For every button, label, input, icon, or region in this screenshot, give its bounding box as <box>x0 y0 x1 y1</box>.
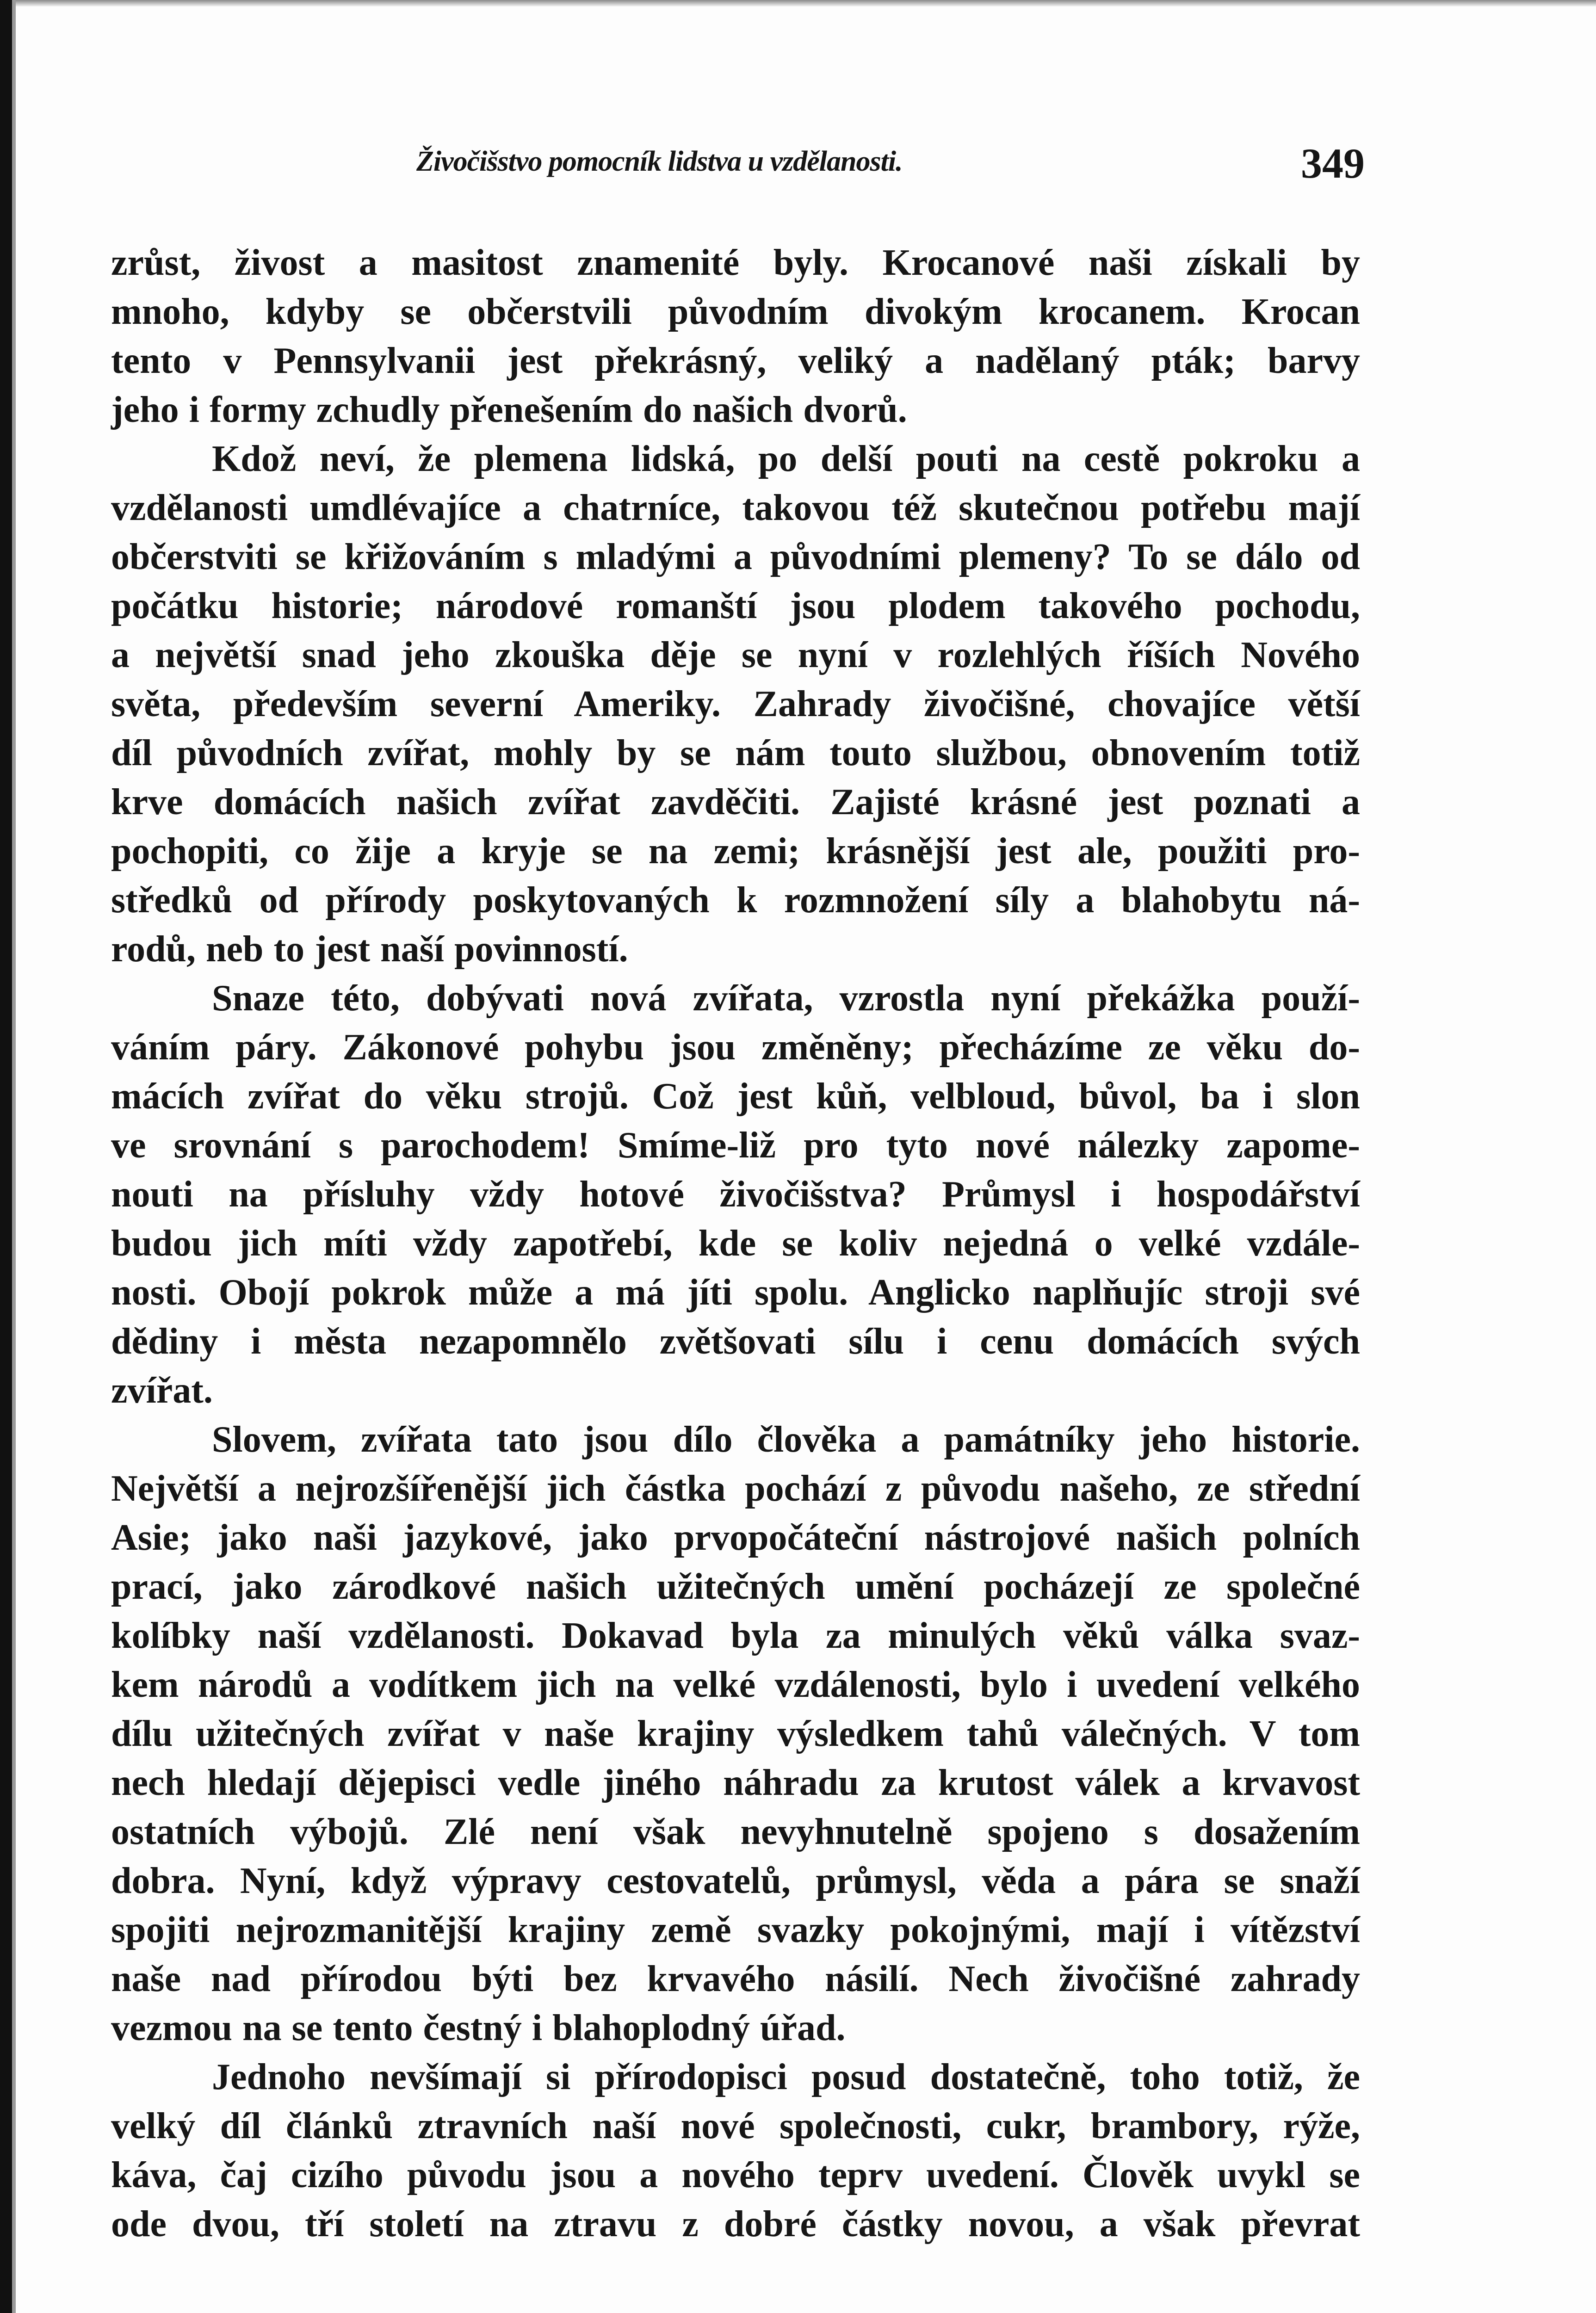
paragraph <box>111 434 1360 974</box>
text-line: naše nad přírodou býti bez krvavého násilí. Nech živočišné zahrady <box>111 1959 1360 1999</box>
paragraph <box>111 974 1360 1415</box>
text-line: a největší snad jeho zkouška děje se nyní v rozlehlých říších Nového <box>111 635 1360 675</box>
text-line: díl původních zvířat, mohly by se nám touto službou, obnovením totiž <box>111 733 1360 773</box>
text-line: nouti na přísluhy vždy hotové živočišstva? Průmysl i hospodářství <box>111 1174 1360 1215</box>
text-line: velký díl článků ztravních naší nové společnosti, cukr, brambory, rýže, <box>111 2106 1360 2146</box>
text-line: tento v Pennsylvanii jest překrásný, veliký a nadělaný pták; barvy <box>111 340 1360 381</box>
scan-top-edge <box>0 0 1596 6</box>
text-line: kolíbky naší vzdělanosti. Dokavad byla za minulých věků válka svaz- <box>111 1615 1360 1656</box>
text-line: ve srovnání s parochodem! Smíme-liž pro tyto nové nálezky zapome- <box>111 1125 1360 1166</box>
text-line: Jednoho nevšímají si přírodopisci posud dostatečně, toho totiž, že <box>212 2057 1360 2097</box>
text-line: ode dvou, tří století na ztravu z dobré částky novou, a však převrat <box>111 2204 1360 2245</box>
body-text <box>111 238 1360 2249</box>
text-line: dílu užitečných zvířat v naše krajiny výsledkem tahů válečných. V tom <box>111 1713 1360 1754</box>
text-line: nech hledají dějepisci vedle jiného náhradu za krutost válek a krvavost <box>111 1763 1360 1803</box>
text-line: váním páry. Zákonové pohybu jsou změněny; přecházíme ze věku do- <box>111 1027 1360 1068</box>
text-line: mácích zvířat do věku strojů. Což jest kůň, velbloud, bůvol, ba i slon <box>111 1076 1360 1117</box>
text-line: nosti. Obojí pokrok může a má jíti spolu. Anglicko naplňujíc stroji své <box>111 1272 1360 1313</box>
text-line: prací, jako zárodkové našich užitečných umění pocházejí ze společné <box>111 1566 1360 1607</box>
text-line: občerstviti se křižováním s mladými a původními plemeny? To se dálo od <box>111 537 1360 577</box>
text-line: Kdož neví, že plemena lidská, po delší pouti na cestě pokroku a <box>212 439 1360 479</box>
text-line: Asie; jako naši jazykové, jako prvopočáteční nástrojové našich polních <box>111 1517 1360 1558</box>
text-line: Největší a nejrozšířenější jich částka pochází z původu našeho, ze střední <box>111 1468 1360 1509</box>
text-line: vezmou na se tento čestný i blahoplodný úřad. <box>111 2008 846 2048</box>
text-line: mnoho, kdyby se občerstvili původním divokým krocanem. Krocan <box>111 291 1360 332</box>
text-line: vzdělanosti umdlévajíce a chatrníce, takovou též skutečnou potřebu mají <box>111 488 1360 528</box>
text-line: Snaze této, dobývati nová zvířata, vzrostla nyní překážka použí- <box>212 978 1360 1019</box>
scan-left-edge <box>0 0 12 2313</box>
text-line: zvířat. <box>111 1370 213 1411</box>
text-line: světa, především severní Ameriky. Zahrady živočišné, chovajíce větší <box>111 684 1360 724</box>
running-head <box>111 139 1365 190</box>
text-line: krve domácích našich zvířat zavděčiti. Zajisté krásné jest poznati a <box>111 782 1360 823</box>
text-line: zrůst, živost a masitost znamenité byly. Krocanové naši získali by <box>111 242 1360 283</box>
text-line: středků od přírody poskytovaných k rozmnožení síly a blahobytu ná- <box>111 880 1360 921</box>
text-line: rodů, neb to jest naší povinností. <box>111 929 628 970</box>
running-head-title: Živočišstvo pomocník lidstva u vzdělanosti. <box>416 146 903 177</box>
scan-left-shadow <box>12 0 16 2313</box>
text-line: Slovem, zvířata tato jsou dílo člověka a památníky jeho historie. <box>212 1419 1360 1460</box>
text-line: dobra. Nyní, když výpravy cestovatelů, průmysl, věda a pára se snaží <box>111 1861 1360 1901</box>
text-line: jeho i formy zchudly přenešením do našich dvorů. <box>111 390 907 430</box>
paragraph <box>111 2053 1360 2249</box>
text-line: ostatních výbojů. Zlé není však nevyhnutelně spojeno s dosažením <box>111 1812 1360 1852</box>
text-line: káva, čaj cizího původu jsou a nového teprv uvedení. Člověk uvykl se <box>111 2155 1360 2195</box>
text-line: dědiny i města nezapomnělo zvětšovati sílu i cenu domácích svých <box>111 1321 1360 1362</box>
text-line: spojiti nejrozmanitější krajiny země svazky pokojnými, mají i vítězství <box>111 1910 1360 1950</box>
page-number: 349 <box>1301 140 1365 187</box>
paragraph <box>111 238 1360 434</box>
text-line: budou jich míti vždy zapotřebí, kde se koliv nejedná o velké vzdále- <box>111 1223 1360 1264</box>
text-line: pochopiti, co žije a kryje se na zemi; krásnější jest ale, použiti pro- <box>111 831 1360 872</box>
text-line: kem národů a vodítkem jich na velké vzdálenosti, bylo i uvedení velkého <box>111 1664 1360 1705</box>
text-line: počátku historie; národové romanští jsou plodem takového pochodu, <box>111 586 1360 626</box>
paragraph <box>111 1415 1360 2053</box>
